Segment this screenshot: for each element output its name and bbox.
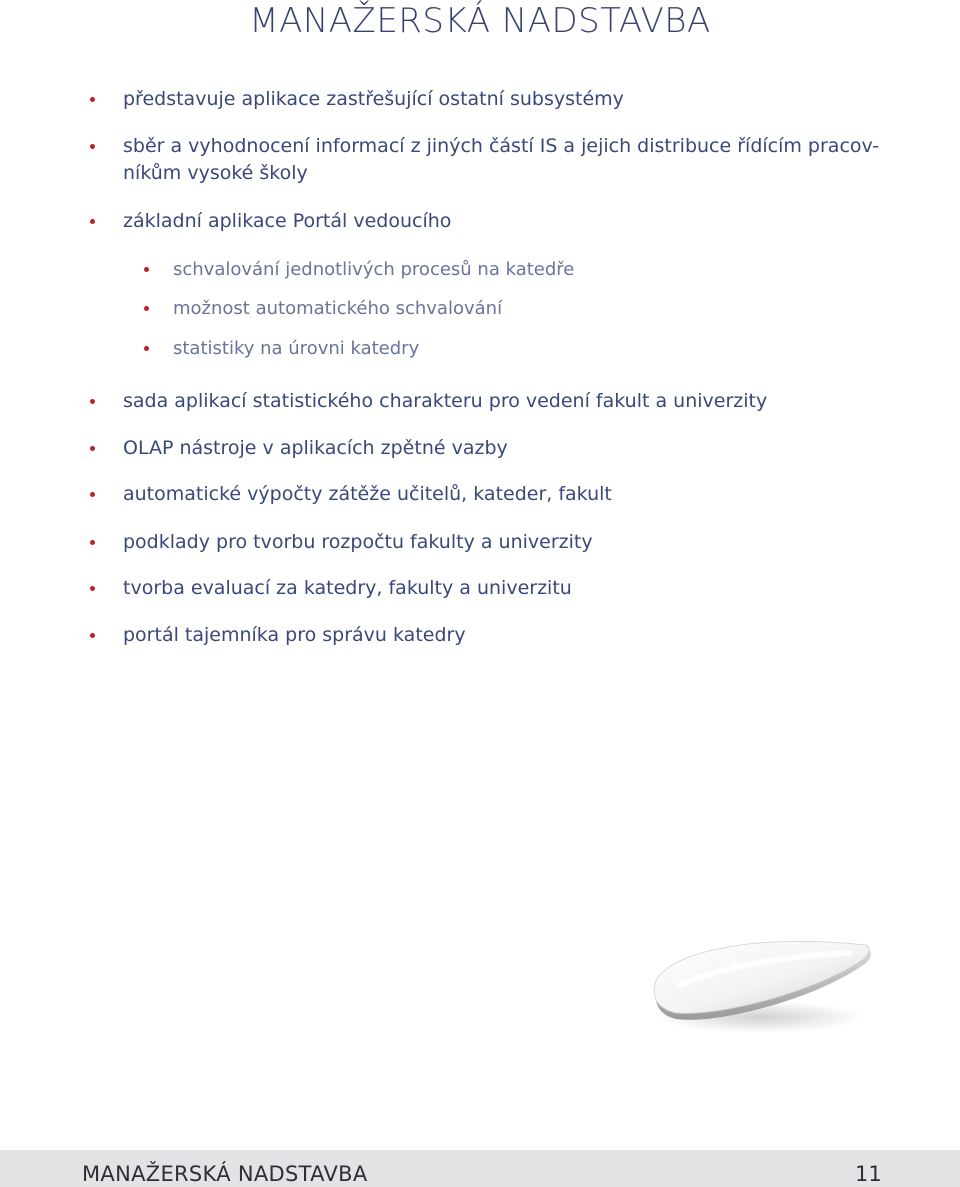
- list-item-text: možnost automatického schvalování: [173, 298, 503, 319]
- sub-list-item: [173, 335, 419, 362]
- page-title: MANAŽERSKÁ NADSTAVBA: [249, 1, 711, 41]
- bullet-dot-icon: [90, 144, 95, 149]
- list-item-text: portál tajemníka pro správu katedry: [123, 624, 466, 646]
- list-item: [123, 575, 572, 602]
- list-item: [123, 133, 879, 187]
- bullet-dot-icon: [90, 633, 95, 638]
- sub-list-item: [173, 295, 502, 322]
- bullet-dot-icon: [90, 446, 95, 451]
- list-item-text: tvorba evaluací za katedry, fakulty a univerzitu: [123, 577, 572, 599]
- footer-title: MANAŽERSKÁ NADSTAVBA: [82, 1162, 368, 1186]
- mouse-image: [640, 915, 880, 1045]
- bullet-dot-icon: [144, 346, 149, 351]
- list-item-text: představuje aplikace zastřešující ostatní subsystémy: [123, 88, 624, 110]
- bullet-dot-icon: [90, 492, 95, 497]
- page-number: 11: [855, 1162, 882, 1186]
- list-item: [123, 622, 466, 649]
- bullet-dot-icon: [90, 399, 95, 404]
- bullet-dot-icon: [90, 540, 95, 545]
- list-item-text: základní aplikace Portál vedoucího: [123, 210, 452, 232]
- bullet-dot-icon: [90, 97, 95, 102]
- list-item: [123, 86, 624, 113]
- list-item-text: schvalování jednotlivých procesů na katedře: [173, 259, 575, 280]
- list-item-text: sada aplikací statistického charakteru pro vedení fakult a univerzity: [123, 390, 768, 412]
- sub-list-item: [173, 256, 574, 283]
- bullet-dot-icon: [144, 267, 149, 272]
- list-item-continuation: níkům vysoké školy: [123, 162, 308, 184]
- list-item: [123, 481, 612, 508]
- list-item-text: podklady pro tvorbu rozpočtu fakulty a univerzity: [123, 531, 593, 553]
- list-item-text: automatické výpočty zátěže učitelů, kateder, fakult: [123, 483, 612, 505]
- computer-mouse-icon: [640, 915, 880, 1045]
- bullet-dot-icon: [90, 586, 95, 591]
- list-item: [123, 208, 451, 235]
- list-item-text: sběr a vyhodnocení informací z jiných částí IS a jejich distribuce řídícím pracov-: [123, 135, 880, 157]
- list-item: [123, 435, 508, 462]
- list-item-text: statistiky na úrovni katedry: [173, 338, 420, 359]
- bullet-dot-icon: [90, 219, 95, 224]
- list-item: [123, 388, 767, 415]
- list-item: [123, 529, 593, 556]
- bullet-dot-icon: [144, 306, 149, 311]
- list-item-text: OLAP nástroje v aplikacích zpětné vazby: [123, 437, 508, 459]
